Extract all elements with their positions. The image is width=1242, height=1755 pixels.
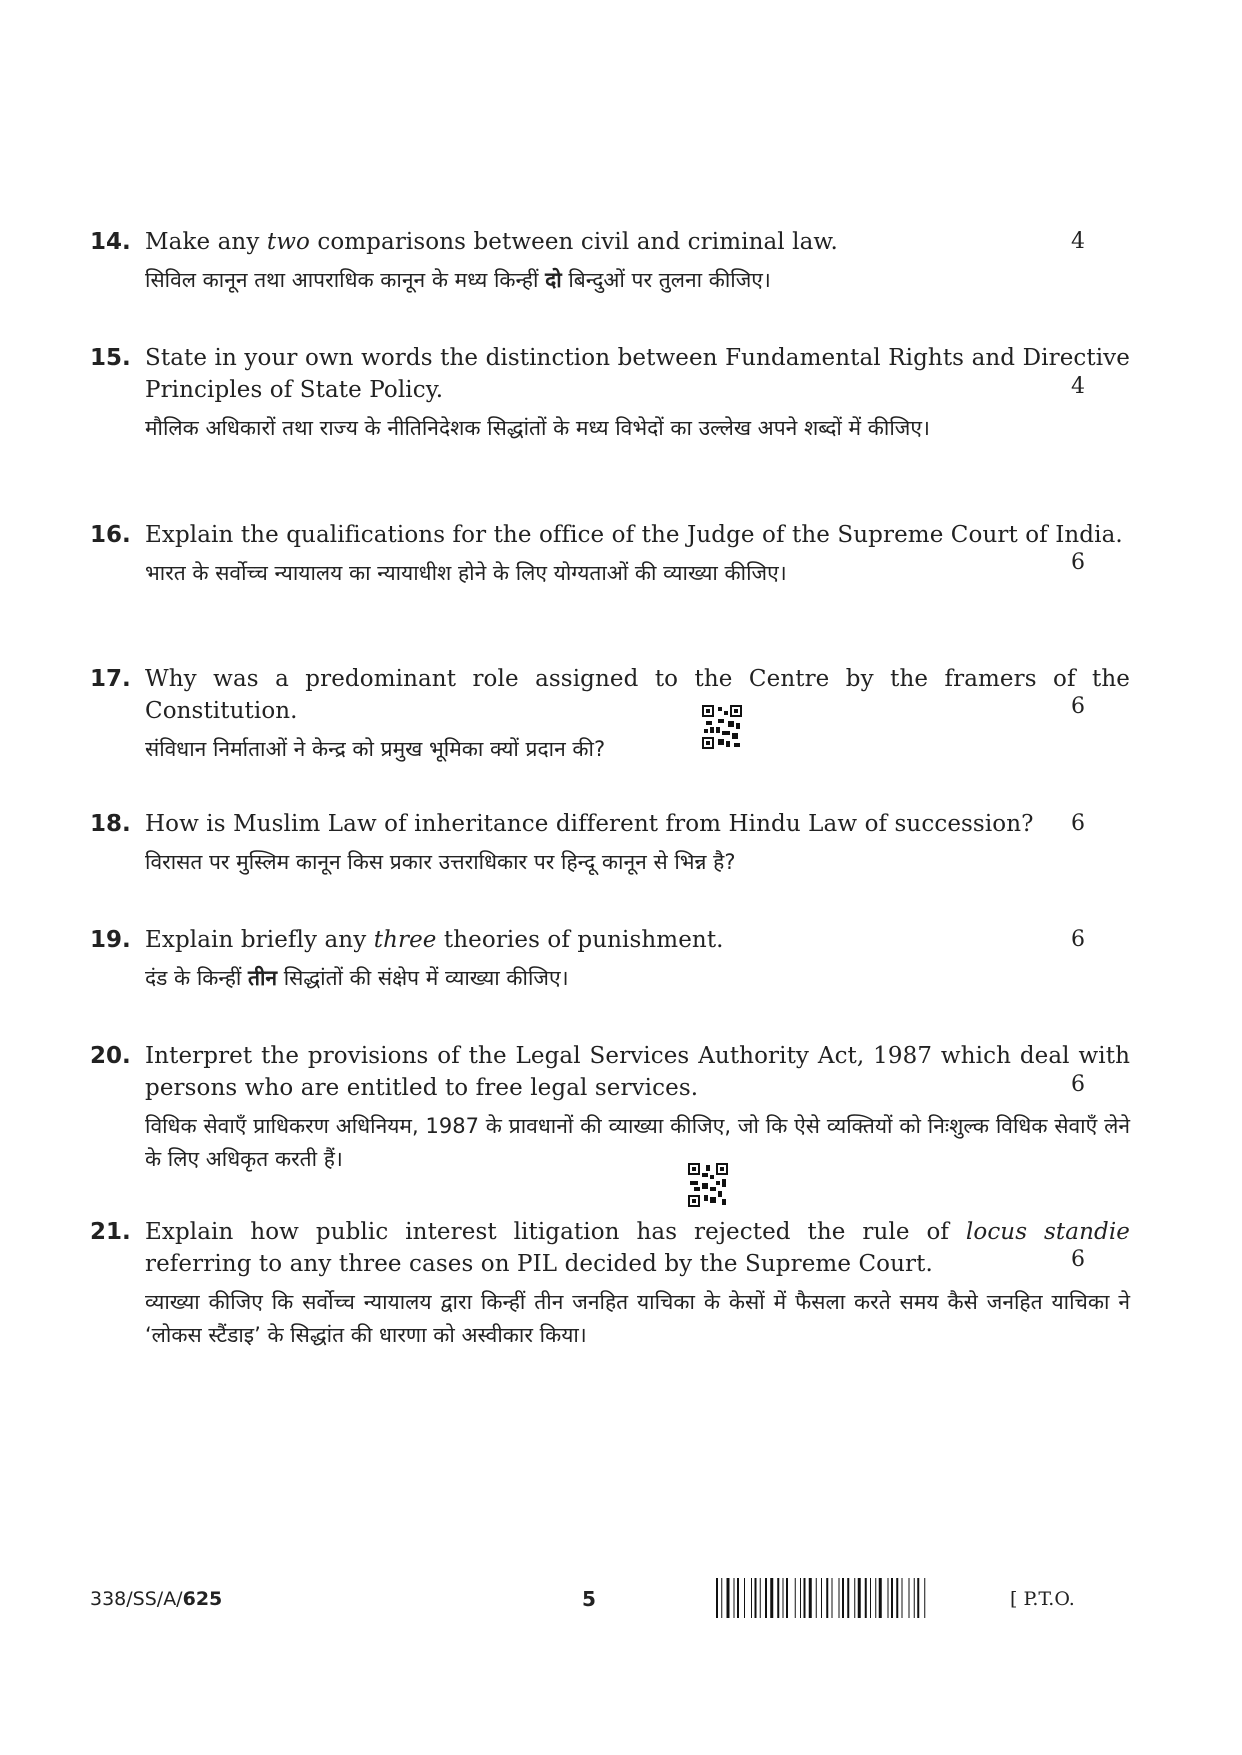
question-number: 21. [90, 1219, 131, 1245]
question-18 [90, 808, 1090, 879]
marks: 4 [1071, 374, 1085, 399]
question-number: 14. [90, 229, 131, 255]
question-text-hindi: मौलिक अधिकारों तथा राज्य के नीतिनिदेशक सिद्धांतों के मध्य विभेदों का उल्लेख अपने शब्दों में कीजिए। [145, 416, 930, 440]
question-number: 15. [90, 345, 131, 371]
question-text-hindi: विरासत पर मुस्लिम कानून किस प्रकार उत्तराधिकार पर हिन्दू कानून से भिन्न है? [145, 850, 736, 874]
question-text-english: Explain how public interest litigation has rejected the rule of locus standie referring to any three cases on PIL decided by the Supreme Court. [145, 1219, 1130, 1277]
question-text-hindi: संविधान निर्माताओं ने केन्द्र को प्रमुख भूमिका क्यों प्रदान की? [145, 737, 606, 761]
question-number: 19. [90, 927, 131, 953]
question-text-english: State in your own words the distinction between Fundamental Rights and Directive Principles of State Policy. [145, 345, 1130, 403]
question-text-english: Interpret the provisions of the Legal Services Authority Act, 1987 which deal with persons who are entitled to free legal services. [145, 1043, 1130, 1101]
question-text-hindi: व्याख्या कीजिए कि सर्वोच्च न्यायालय द्वारा किन्हीं तीन जनहित याचिका के केसों में फैसला करते समय कैसे जनहित याचिका ने ‘लोकस स्टैंडाइ’ के सिद्धांत की धारणा को अस्वीकार किया। [145, 1290, 1130, 1347]
marks: 6 [1071, 1072, 1085, 1097]
question-20 [90, 1040, 1130, 1176]
question-16 [90, 519, 1123, 590]
question-number: 16. [90, 522, 131, 548]
marks: 4 [1071, 229, 1085, 254]
question-number: 18. [90, 811, 131, 837]
question-text-hindi: भारत के सर्वोच्च न्यायालय का न्यायाधीश होने के लिए योग्यताओं की व्याख्या कीजिए। [145, 561, 787, 585]
pto-label: [ P.T.O. [1010, 1588, 1075, 1610]
question-text-english: Explain the qualifications for the office of the Judge of the Supreme Court of India. [145, 522, 1123, 548]
marks: 6 [1071, 811, 1085, 836]
question-text-english: Explain briefly any three theories of punishment. [145, 927, 724, 953]
qr-code-icon[interactable] [702, 705, 742, 749]
marks: 6 [1071, 550, 1085, 575]
question-21 [90, 1216, 1130, 1352]
question-19 [90, 924, 1090, 995]
question-number: 20. [90, 1043, 131, 1069]
page-number: 5 [582, 1587, 596, 1611]
question-number: 17. [90, 666, 131, 692]
paper-code: 338/SS/A/625 [90, 1588, 223, 1610]
marks: 6 [1071, 1247, 1085, 1272]
question-text-hindi: सिविल कानून तथा आपराधिक कानून के मध्य किन्हीं दो बिन्दुओं पर तुलना कीजिए। [145, 268, 771, 292]
barcode [716, 1578, 991, 1618]
question-text-english: How is Muslim Law of inheritance different from Hindu Law of succession? [145, 811, 1034, 837]
question-14 [90, 226, 1090, 297]
question-text-hindi: विधिक सेवाएँ प्राधिकरण अधिनियम, 1987 के प्रावधानों की व्याख्या कीजिए, जो कि ऐसे व्यक्तियों को निःशुल्क विधिक सेवाएँ लेने के लिए अधिकृत करती हैं। [145, 1114, 1130, 1171]
question-17 [90, 663, 1130, 766]
question-text-english: Why was a predominant role assigned to the Centre by the framers of the Constitution. [145, 666, 1130, 724]
qr-code-icon[interactable] [688, 1163, 728, 1207]
question-15 [90, 342, 1130, 445]
question-text-hindi: दंड के किन्हीं तीन सिद्धांतों की संक्षेप में व्याख्या कीजिए। [145, 966, 569, 990]
question-text-english: Make any two comparisons between civil and criminal law. [145, 229, 838, 255]
marks: 6 [1071, 927, 1085, 952]
marks: 6 [1071, 694, 1085, 719]
